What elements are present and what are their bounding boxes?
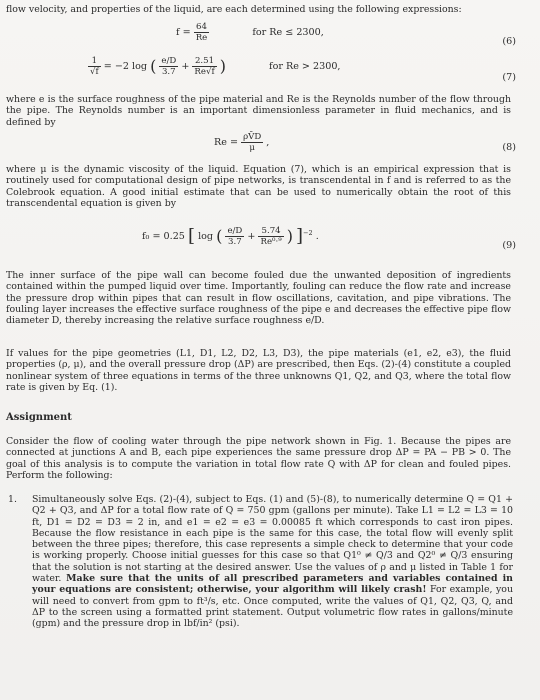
eq6-numerator: 64 (194, 22, 210, 33)
eq9-exponent: −2 (303, 228, 313, 237)
eq9-close-bracket: ] (296, 225, 304, 247)
eq9-close-paren: ) (286, 226, 293, 246)
list-item-body (32, 494, 513, 630)
eq9-term2 (258, 226, 283, 247)
paragraph-intro: flow velocity, and properties of the liquid, are each determined using the following expressions: (6, 4, 462, 15)
eq7-label: (7) (502, 72, 516, 83)
eq7-lhs-denominator: √f (90, 67, 99, 77)
eq7-term1 (159, 56, 178, 77)
eq9-lhs: f₀ = 0.25 (142, 231, 185, 242)
paragraph-assignment: Consider the flow of cooling water through the pipe network shown in Fig. 1. Because the pipes are connected at junctions A and B, each pipe experiences the same pressure drop ΔP = PA − PB > 0. The goal of this analysis is to compute the variation in total flow rate Q with ΔP for clean and fouled pipes. Perform the following: (6, 436, 511, 481)
eq7-term2 (192, 56, 216, 77)
eq8-numerator: ρV̄D (243, 132, 262, 142)
list-text-tail: For example, you will need to convert from gpm to ft³/s, etc. Once computed, write the values of Q1, Q2, Q3, Q, and ΔP to the screen using a formatted print statement. Output volumetric flow rates in gallons/minute (gpm) and the pressure drop in lbf/in² (psi). (32, 584, 513, 630)
eq8-fraction (241, 132, 263, 153)
eq7-plus: + (181, 61, 190, 72)
eq8-denominator: μ (249, 143, 255, 153)
list-text-bold: Make sure that the units of all prescribed parameters and variables contained in your equations are consistent; otherwise, your algorithm will likely crash! (32, 573, 513, 596)
paragraph-system: If values for the pipe geometries (L1, D1, L2, D2, L3, D3), the pipe materials (e1, e2, e3), the fluid properties (ρ, μ), and the overall pressure drop (ΔP) are prescribed, then Eqs. (2)-(4) constitute a coupled nonlinear system of three equations in terms of the three unknowns Q1, Q2, and Q3, where the total flow rate is given by Eq. (1). (6, 348, 511, 393)
eq9-term2-denominator: Re⁰·⁹ (260, 237, 282, 247)
eq6-condition: for Re ≤ 2300, (252, 27, 324, 38)
eq9-term1-denominator: 3.7 (228, 237, 242, 247)
eq8-lhs: Re = (214, 137, 238, 148)
eq7-open-paren: ( (150, 56, 157, 76)
list-item (8, 494, 513, 630)
assignment-heading: Assignment (6, 412, 72, 423)
eq7-lhs-fraction (88, 56, 101, 77)
eq7-term1-numerator: e/D (161, 56, 177, 66)
eq7-term1-denominator: 3.7 (161, 67, 176, 77)
eq7-close-paren: ) (219, 56, 226, 76)
equation-8 (214, 132, 269, 153)
eq8-tail: , (266, 137, 270, 148)
equation-7 (88, 56, 340, 77)
eq9-term1 (225, 226, 244, 247)
eq9-log: log (198, 231, 214, 242)
eq8-label: (8) (502, 142, 516, 153)
eq9-label: (9) (502, 240, 516, 251)
eq9-term1-numerator: e/D (227, 226, 243, 236)
list-text-plain: Simultaneously solve Eqs. (2)-(4), subject to Eqs. (1) and (5)-(8), to numerically determine Q = Q1 + Q2 + Q3, and ΔP for a total flow rate of Q = 750 gpm (gallons per minute). Take L1 = L2 = L3 = 10 ft, D1 = D2 = D3 = 2 in, and e1 = e2 = e3 = 0.00085 ft which corresponds to cast iron pipes. Because the flow resistance in each pipe is the same for this case, the total flow will evenly split between the three pipes; therefore, this case represents a simple check to determine that your code is working properly. Choose initial guesses for this case so that Q1⁰ ≠ Q/3 and Q2⁰ ≠ Q/3 ensuring that the solution is not starting at the desired answer. Use the values of ρ and μ listed in Table 1 for water. (32, 494, 513, 585)
eq6-lhs: f = (176, 27, 191, 38)
eq9-tail: . (315, 231, 319, 242)
eq6-denominator: Re (195, 33, 208, 43)
eq7-lhs-numerator: 1 (88, 56, 101, 67)
paragraph-viscosity: where μ is the dynamic viscosity of the liquid. Equation (7), which is an empirical expression that is routinely used for computational design of pipe networks, is transcendental in f and is referred to as the Colebrook equation. A good initial estimate that can be used to numerically obtain the root of this transcendental equation is given by (6, 164, 511, 209)
eq6-fraction (194, 22, 210, 43)
eq9-plus: + (247, 231, 256, 242)
equation-6 (176, 22, 324, 43)
eq9-open-bracket: [ (187, 225, 195, 247)
eq7-mid: = −2 log (103, 61, 147, 72)
paragraph-roughness: where e is the surface roughness of the pipe material and Re is the Reynolds number of the flow through the pipe. The Reynolds number is an important dimensionless parameter in fluid mechanics, and is defined by (6, 94, 511, 128)
paragraph-fouling: The inner surface of the pipe wall can become fouled due the unwanted deposition of ingredients contained within the pumped liquid over time. Importantly, fouling can reduce the flow rate and increase the pressure drop within pipes that can result in flow oscillations, cavitation, and pipe vibrations. The fouling layer increases the effective surface roughness of the pipe e and decreases the effective pipe flow diameter D, thereby increasing the relative surface roughness e/D. (6, 270, 511, 327)
equation-9 (142, 226, 319, 247)
eq7-condition: for Re > 2300, (269, 61, 341, 72)
eq6-label: (6) (502, 36, 516, 47)
eq9-term2-numerator: 5.74 (258, 226, 283, 237)
list-marker: 1. (8, 494, 17, 505)
eq7-term2-denominator: Re√f (194, 67, 215, 77)
eq9-open-paren: ( (216, 226, 223, 246)
eq7-term2-numerator: 2.51 (192, 56, 216, 67)
